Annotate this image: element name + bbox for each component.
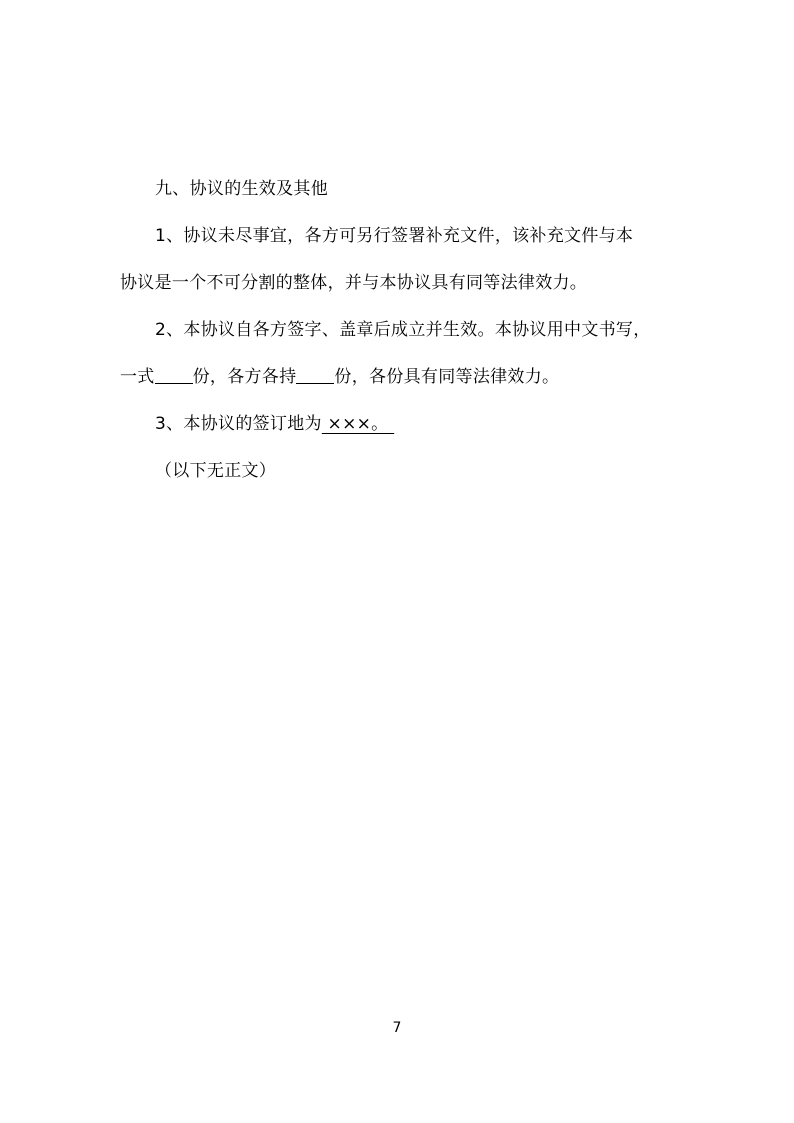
clause-3-prefix: 3、本协议的签订地为 [155, 414, 322, 434]
clause-1 [120, 213, 680, 307]
clause-3 [120, 401, 680, 448]
clause-2-line-1: 2、本协议自各方签字、盖章后成立并生效。本协议用中文书写， [155, 320, 651, 340]
document-body [120, 166, 680, 495]
clause-2-copies-label: 一式 [120, 367, 155, 387]
section-title: 九、协议的生效及其他 [155, 179, 328, 199]
clause-2-each-holds-label: 份，各方各持 [192, 367, 297, 387]
page-number: 7 [392, 1020, 402, 1036]
clause-1-line-2: 协议是一个不可分割的整体，并与本协议具有同等法律效力。 [120, 273, 588, 293]
clause-2 [120, 307, 680, 401]
copies-total-blank [155, 365, 193, 384]
end-note: （以下无正文） [155, 461, 277, 481]
clause-2-validity-text: 份，各份具有同等法律效力。 [334, 367, 560, 387]
signing-place: ×××。 [321, 414, 395, 434]
copies-each-blank [296, 365, 334, 384]
clause-2-line-2 [120, 354, 680, 401]
clause-1-line-1: 1、协议未尽事宜，各方可另行签署补充文件，该补充文件与本 [155, 226, 634, 246]
